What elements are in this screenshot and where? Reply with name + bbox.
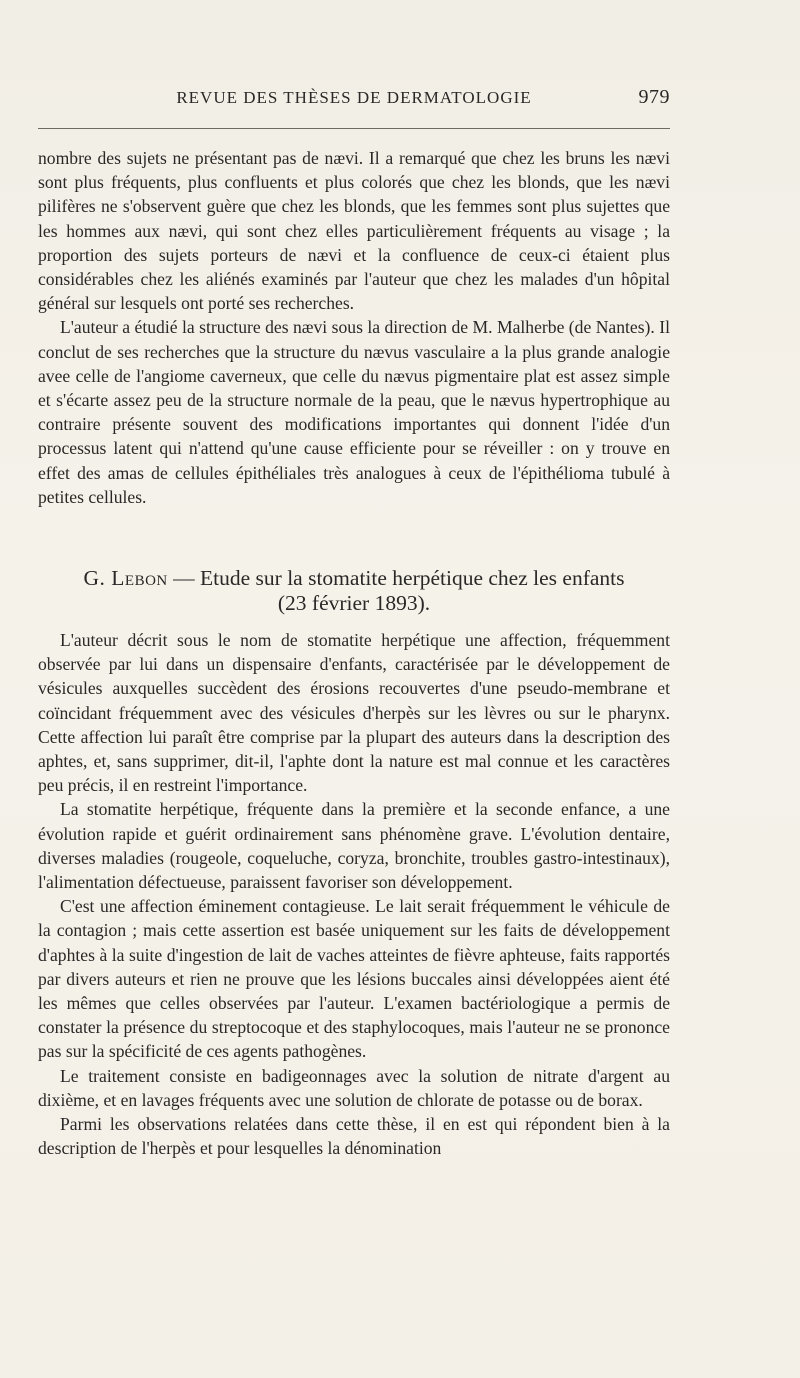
continued-text xyxy=(38,146,670,509)
running-title: REVUE DES THÈSES DE DERMATOLOGIE xyxy=(176,88,532,107)
section-author: G. Lebon xyxy=(83,566,168,590)
heading-line xyxy=(38,566,670,591)
paragraph: C'est une affection éminement contagieuse. Le lait serait fréquemment le véhicule de la contagion ; mais cette assertion est basée uniquement sur les faits de développement d'aphtes à la suite d'ingestion de lait de vaches atteintes de fièvre aphteuse, faits rapportés par divers auteurs et rien ne prouve que les lésions buccales ainsi développées aient été les mêmes que celles observées par l'auteur. L'examen bactériologique a permis de constater la présence du streptocoque et des staphylocoques, mais l'auteur ne se prononce pas sur la spécificité de ces agents pathogènes. xyxy=(38,896,670,1062)
paragraph: nombre des sujets ne présentant pas de nævi. Il a remarqué que chez les bruns les nævi sont plus fréquents, plus confluents et plus colorés que chez les blonds, que les nævi pilifères ne s'observent guère que chez les blonds, que les femmes sont plus sujettes que les hommes aux nævi, qui sont chez elles particulièrement fréquents au visage ; la proportion des sujets porteurs de nævi et la confluence de ceux-ci étaient plus considérables chez les aliénés examinés par l'auteur que chez les malades d'un hôpital général sur lesquels ont porté ses recherches. xyxy=(38,148,670,314)
header-rule xyxy=(38,128,670,129)
running-header xyxy=(38,88,670,116)
paragraph: L'auteur a étudié la structure des nævi sous la direction de M. Malherbe (de Nantes). Il conclut de ses recherches que la structure du nævus vasculaire a la plus grande analogie avee celle de l'angiome caverneux, que celle du nævus pigmentaire plat est assez simple et s'écarte assez peu de la structure normale de la peau, que le nævus hypertrophique au contraire présente souvent des modifications importantes qui donnent l'idée d'un processus latent qui n'attend qu'une cause efficiente pour se réveiller : on y trouve en effet des amas de cellules épithéliales très analogues à ceux de l'épithélioma tubulé à petites cellules. xyxy=(38,317,670,507)
heading-dash: — xyxy=(173,566,195,590)
paragraph: Parmi les observations relatées dans cette thèse, il en est qui répondent bien à la description de l'herpès et pour lesquelles la dénomination xyxy=(38,1114,670,1159)
section-date: (23 février 1893). xyxy=(277,591,431,615)
paragraph: Le traitement consiste en badigeonnages avec la solution de nitrate d'argent au dixième, et en lavages fréquents avec une solution de chlorate de potasse ou de borax. xyxy=(38,1065,670,1110)
paragraph: L'auteur décrit sous le nom de stomatite herpétique une affection, fréquemment observée par lui dans un dispensaire d'enfants, caractérisée par le développement de vésicules auxquelles succèdent des érosions recouvertes d'une pseudo-membrane et coïncidant fréquemment avec des vésicules d'herpès sur les lèvres ou sur le pharynx. Cette affection lui paraît être comprise par la plupart des auteurs dans la description des aphtes, et, sans supprimer, dit-il, l'aphte dont la nature est mal connue et les caractères peu précis, il en restreint l'importance. xyxy=(38,630,670,796)
section-title: Etude sur la stomatite herpétique chez les enfants xyxy=(200,566,625,590)
section-heading xyxy=(38,566,670,616)
section-body xyxy=(38,628,670,1160)
page-number: 979 xyxy=(638,86,670,108)
paragraph: La stomatite herpétique, fréquente dans la première et la seconde enfance, a une évolution rapide et guérit ordinairement sans phénomène grave. L'évolution dentaire, diverses maladies (rougeole, coqueluche, coryza, bronchite, troubles gastro-intestinaux), l'alimentation défectueuse, paraissent favoriser son développement. xyxy=(38,799,670,893)
